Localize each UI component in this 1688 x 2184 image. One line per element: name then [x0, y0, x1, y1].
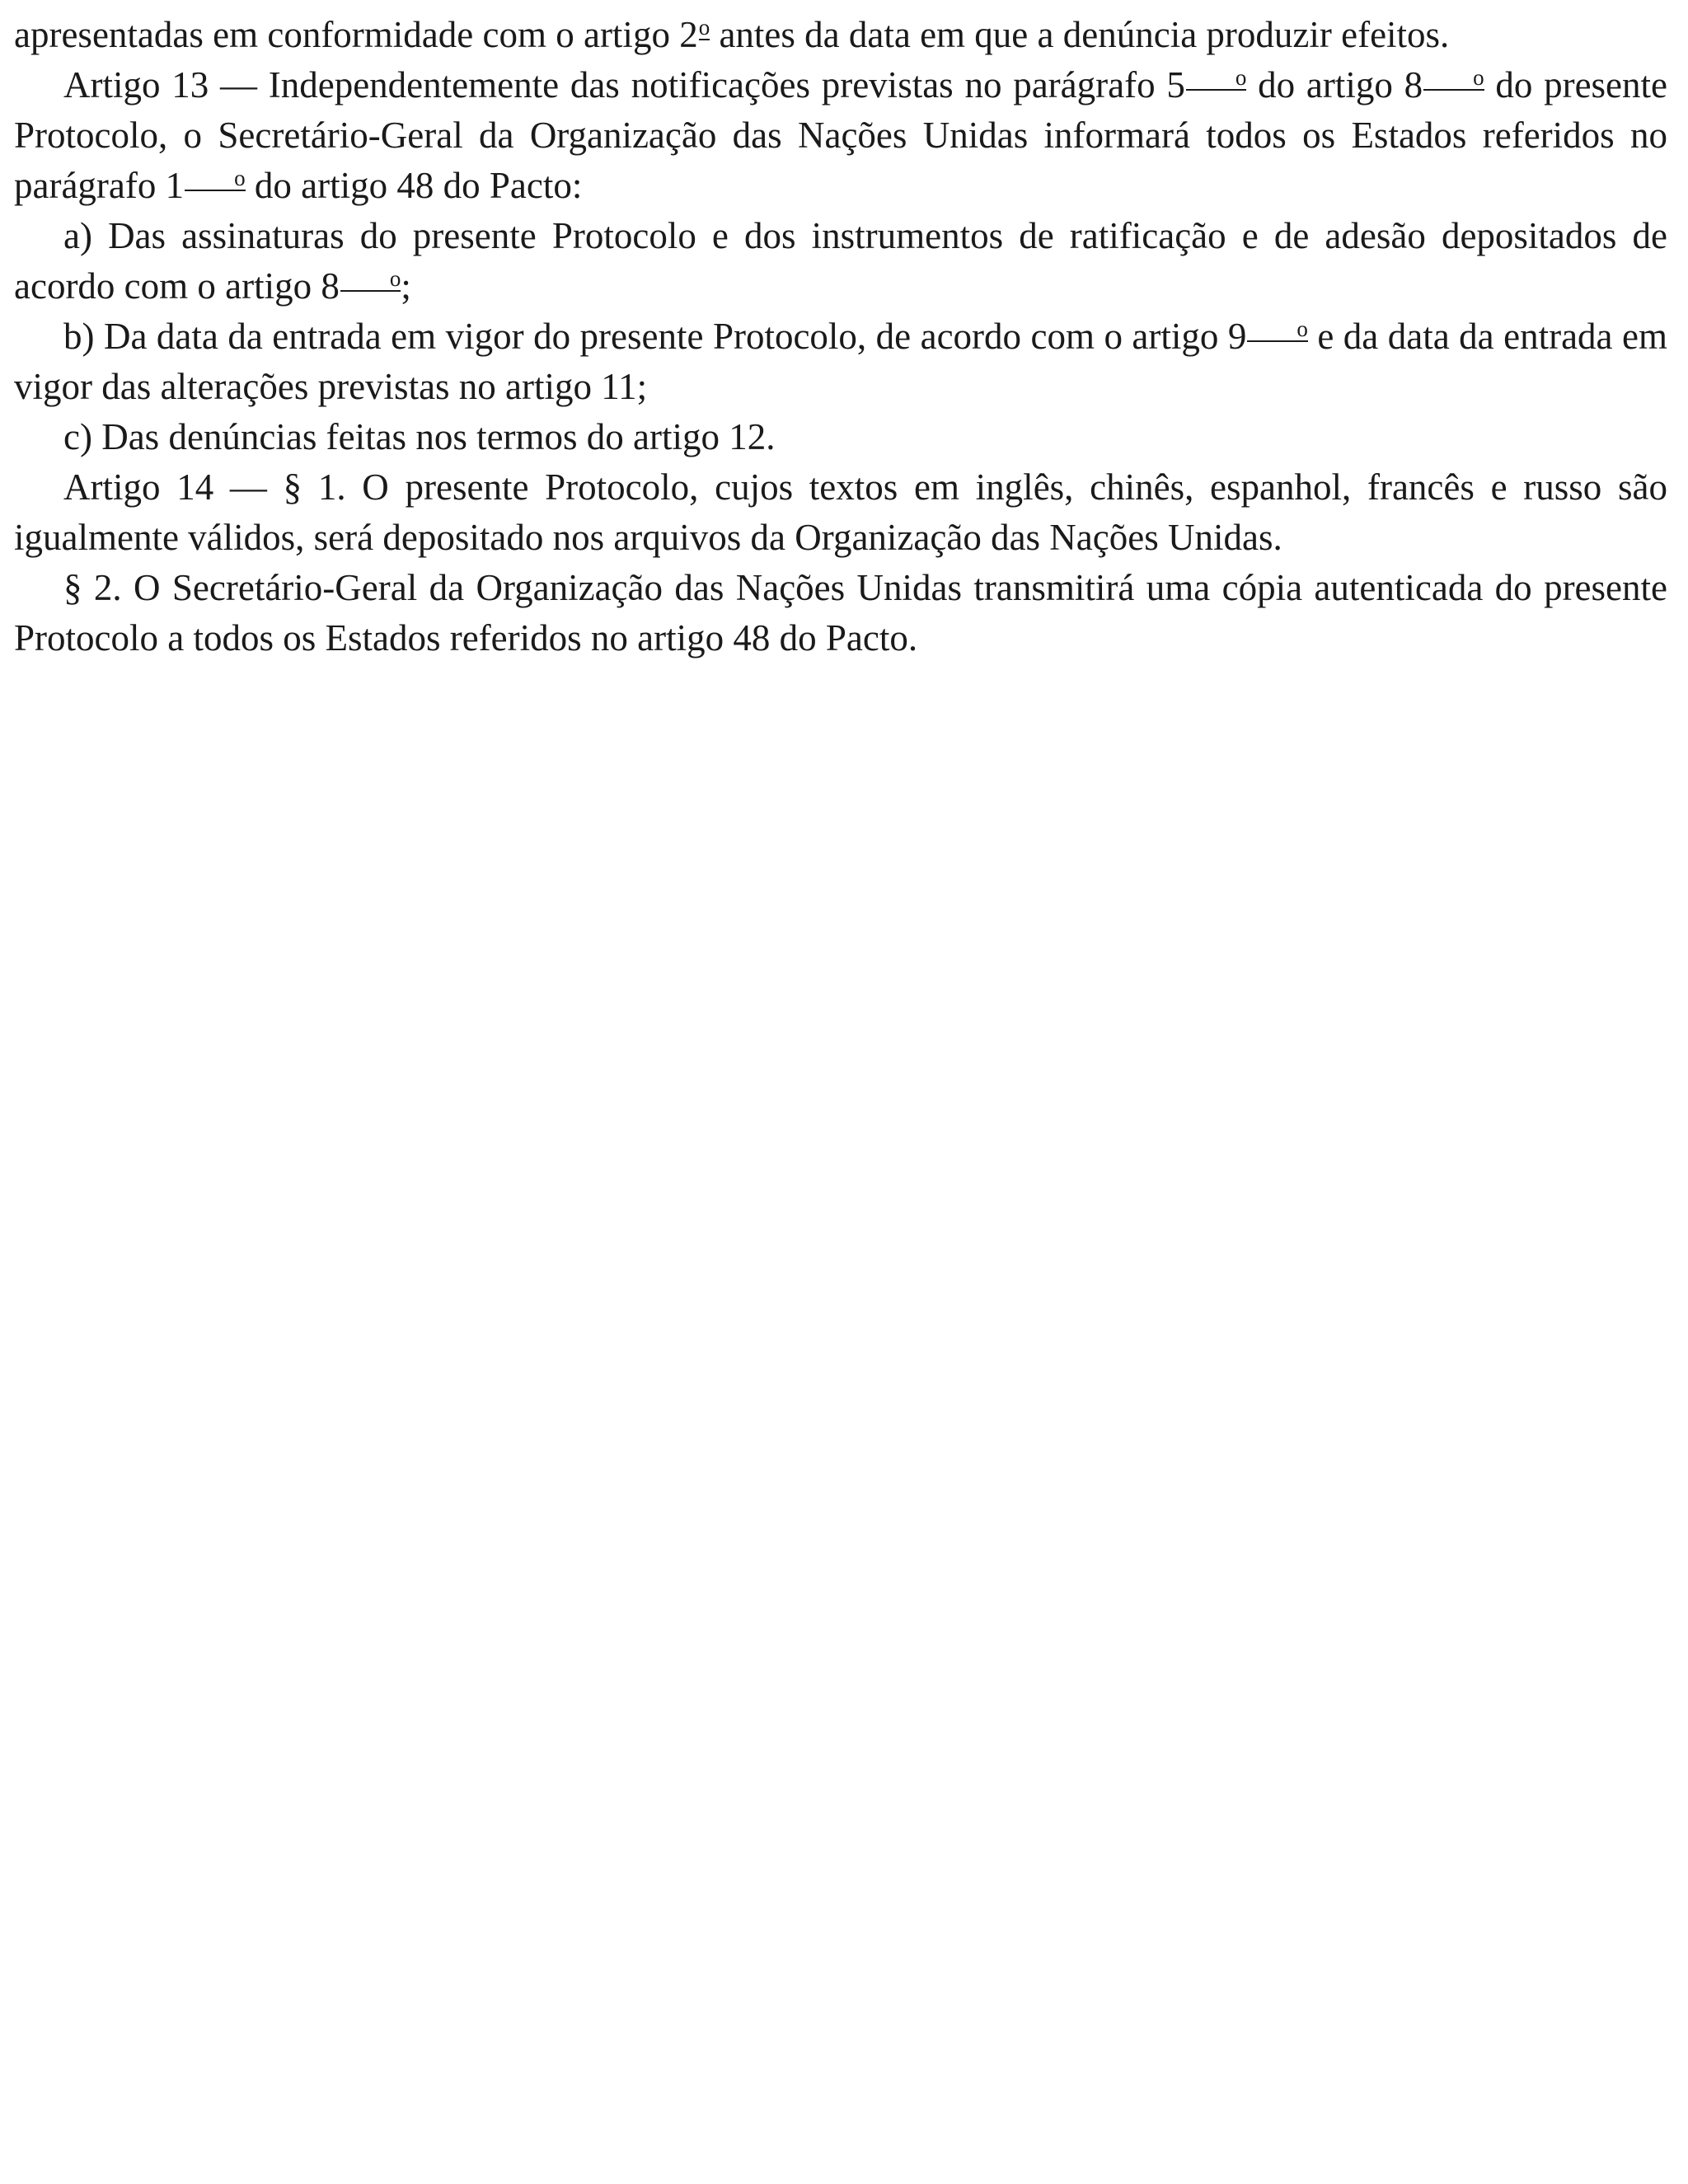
- ordinal-mark: o: [1186, 67, 1247, 91]
- paragraph-item-a: [14, 211, 1667, 312]
- text-run: ;: [401, 265, 411, 307]
- paragraph-artigo-14-par-2: [14, 563, 1667, 663]
- text-run: Artigo 14 — § 1. O presente Protocolo, cujos textos em inglês, chinês, espanhol, francês e russo são igualmente válidos, será depositado nos arquivos da Organização das Nações Unidas.: [14, 466, 1667, 558]
- text-run: apresentadas em conformidade com o artigo 2: [14, 14, 698, 55]
- ordinal-indicator: [184, 165, 246, 206]
- ordinal-mark: o: [340, 268, 401, 292]
- ordinal-indicator: [698, 14, 710, 55]
- ordinal-mark: o: [698, 15, 710, 40]
- text-run: e da data da entrada em vigor das alterações previstas no artigo 11;: [14, 316, 1667, 407]
- ordinal-indicator: [1246, 316, 1308, 357]
- text-run: do presente Protocolo, o Secretário-Geral da Organização das Nações Unidas informará todos os Estados referidos no parágrafo 1: [14, 64, 1668, 206]
- text-run: a) Das assinaturas do presente Protocolo e dos instrumentos de ratificação e de adesão depositados de acordo com o artigo 8: [14, 215, 1667, 307]
- paragraph-artigo-14-par-1: [14, 462, 1667, 563]
- text-run: do artigo 48 do Pacto:: [245, 165, 583, 206]
- text-run: c) Das denúncias feitas nos termos do artigo 12.: [63, 416, 776, 457]
- text-run: do artigo 8: [1246, 64, 1423, 105]
- paragraph-item-b: [14, 312, 1667, 412]
- text-run: antes da data em que a denúncia produzir efeitos.: [710, 14, 1450, 55]
- ordinal-indicator: [1423, 64, 1484, 105]
- ordinal-indicator: [340, 265, 401, 307]
- ordinal-mark: o: [1247, 318, 1308, 342]
- paragraph-item-c: [14, 412, 1667, 462]
- ordinal-mark: o: [1423, 67, 1484, 91]
- paragraph-continuation: [14, 10, 1667, 60]
- document-body: [14, 10, 1667, 663]
- text-run: b) Da data da entrada em vigor do presente Protocolo, de acordo com o artigo 9: [63, 316, 1247, 357]
- paragraph-artigo-13: [14, 60, 1667, 211]
- ordinal-indicator: [1185, 64, 1247, 105]
- text-run: § 2. O Secretário-Geral da Organização das Nações Unidas transmitirá uma cópia autenticada do presente Protocolo a todos os Estados referidos no artigo 48 do Pacto.: [14, 567, 1667, 658]
- text-run: Artigo 13 — Independentemente das notificações previstas no parágrafo 5: [63, 64, 1185, 105]
- ordinal-mark: o: [185, 167, 246, 191]
